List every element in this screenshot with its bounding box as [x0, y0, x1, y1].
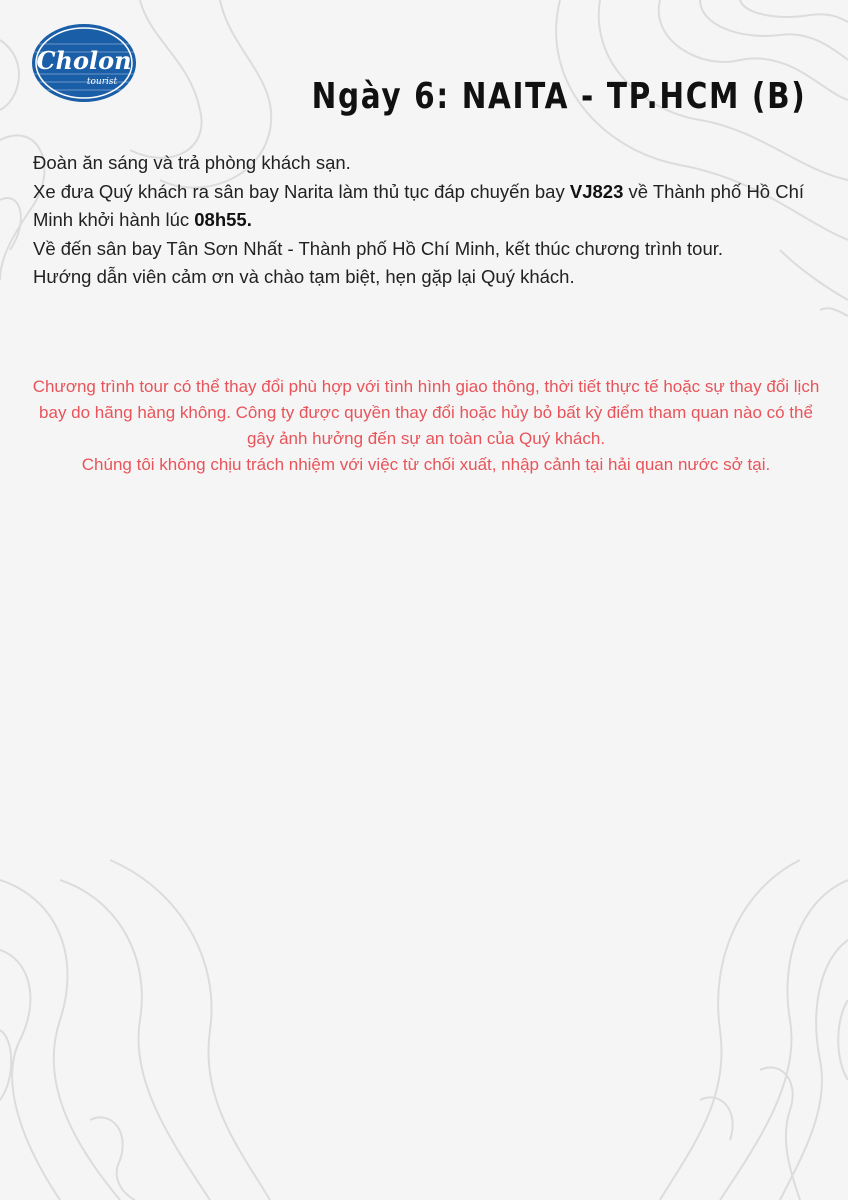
- itinerary-line: Đoàn ăn sáng và trả phòng khách sạn.: [33, 152, 351, 173]
- disclaimer-notice: [26, 374, 826, 478]
- itinerary-line: Hướng dẫn viên cảm ơn và chào tạm biệt, hẹn gặp lại Quý khách.: [33, 266, 575, 287]
- logo-subtext: tourist: [86, 77, 118, 87]
- disclaimer-paragraph: Chương trình tour có thể thay đổi phù hợp với tình hình giao thông, thời tiết thực tế hoặc sự thay đổi lịch bay do hãng hàng không. Công ty được quyền thay đổi hoặc hủy bỏ bất kỳ điểm tham quan nào có thể gây ảnh hưởng đến sự an toàn của Quý khách.: [32, 377, 820, 448]
- itinerary-line: [33, 178, 833, 235]
- itinerary-line: Về đến sân bay Tân Sơn Nhất - Thành phố Hồ Chí Minh, kết thúc chương trình tour.: [33, 237, 724, 259]
- itinerary-text-segment: về Thành phố Hồ Chí Minh khởi hành lúc: [33, 180, 805, 230]
- flight-code: VJ823: [569, 180, 624, 202]
- page-title: Ngày 6: NAITA - TP.HCM (B): [311, 76, 806, 117]
- disclaimer-paragraph: Chúng tôi không chịu trách nhiệm với việc từ chối xuất, nhập cảnh tại hải quan nước sở tại.: [81, 455, 771, 474]
- cholon-tourist-logo: [30, 22, 138, 104]
- departure-time: 08h55.: [194, 209, 252, 230]
- itinerary-text: [33, 149, 833, 292]
- itinerary-text-segment: Xe đưa Quý khách ra sân bay Narita làm thủ tục đáp chuyến bay: [33, 180, 570, 202]
- logo-wordmark: Cholon: [36, 46, 132, 75]
